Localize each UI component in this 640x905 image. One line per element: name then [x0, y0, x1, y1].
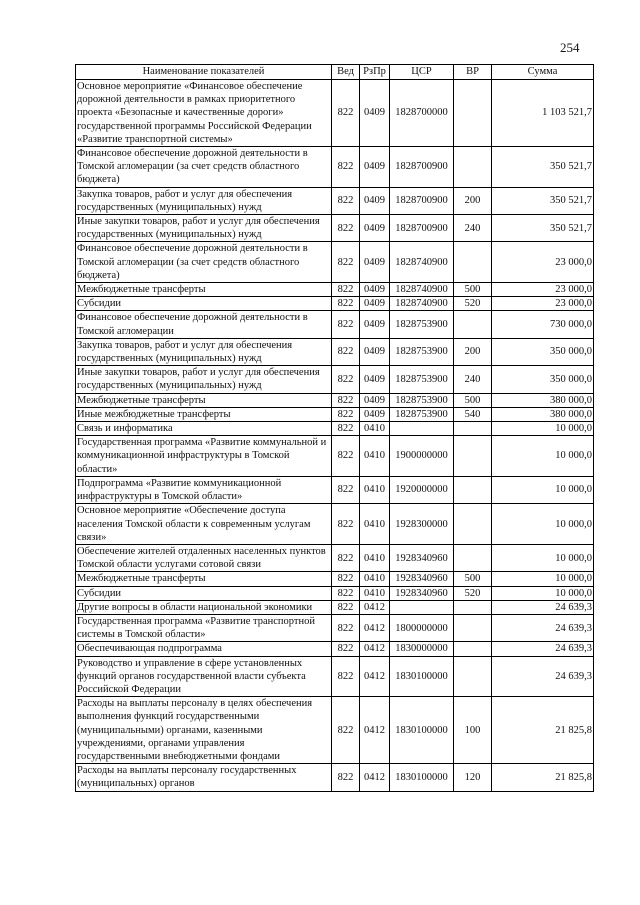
cell-name: Финансовое обеспечение дорожной деятельности в Томской агломерации: [76, 311, 332, 338]
cell-vr: [454, 614, 492, 641]
cell-rzpr: 0409: [360, 187, 390, 214]
cell-rzpr: 0410: [360, 544, 390, 571]
cell-name: Государственная программа «Развитие коммунальной и коммуникационной инфраструктуры в Томской области»: [76, 436, 332, 477]
cell-name: Обеспечение жителей отдаленных населенных пунктов Томской области услугами сотовой связи: [76, 544, 332, 571]
cell-sum: 380 000,0: [492, 407, 594, 421]
table-row: [76, 572, 594, 586]
table-header-row: [76, 65, 594, 80]
cell-vr: [454, 476, 492, 503]
cell-name: Связь и информатика: [76, 422, 332, 436]
cell-csr: 1828753900: [390, 311, 454, 338]
cell-vr: 200: [454, 338, 492, 365]
table-row: [76, 476, 594, 503]
header-csr: ЦСР: [390, 65, 454, 80]
cell-vr: [454, 147, 492, 188]
cell-sum: 23 000,0: [492, 242, 594, 283]
cell-rzpr: 0410: [360, 422, 390, 436]
cell-csr: [390, 600, 454, 614]
table-row: [76, 187, 594, 214]
cell-name: Межбюджетные трансферты: [76, 283, 332, 297]
table-row: [76, 242, 594, 283]
table-row: [76, 600, 594, 614]
cell-vr: 520: [454, 586, 492, 600]
table-row: [76, 215, 594, 242]
cell-sum: 24 639,3: [492, 600, 594, 614]
cell-vr: 120: [454, 764, 492, 791]
table-row: [76, 436, 594, 477]
cell-vr: 540: [454, 407, 492, 421]
cell-csr: 1828700900: [390, 147, 454, 188]
cell-name: Межбюджетные трансферты: [76, 572, 332, 586]
cell-name: Межбюджетные трансферты: [76, 393, 332, 407]
cell-csr: 1920000000: [390, 476, 454, 503]
cell-csr: 1828740900: [390, 242, 454, 283]
cell-ved: 822: [332, 147, 360, 188]
cell-csr: 1830000000: [390, 642, 454, 656]
cell-ved: 822: [332, 600, 360, 614]
cell-name: Субсидии: [76, 297, 332, 311]
cell-sum: 23 000,0: [492, 283, 594, 297]
cell-vr: [454, 311, 492, 338]
cell-rzpr: 0410: [360, 586, 390, 600]
cell-vr: 500: [454, 393, 492, 407]
cell-sum: 10 000,0: [492, 422, 594, 436]
cell-vr: 200: [454, 187, 492, 214]
cell-rzpr: 0409: [360, 242, 390, 283]
cell-name: Обеспечивающая подпрограмма: [76, 642, 332, 656]
cell-csr: [390, 422, 454, 436]
cell-sum: 350 000,0: [492, 366, 594, 393]
cell-sum: 10 000,0: [492, 476, 594, 503]
cell-vr: [454, 422, 492, 436]
cell-name: Иные закупки товаров, работ и услуг для обеспечения государственных (муниципальных) нужд: [76, 215, 332, 242]
cell-csr: 1900000000: [390, 436, 454, 477]
cell-name: Иные межбюджетные трансферты: [76, 407, 332, 421]
cell-name: Подпрограмма «Развитие коммуникационной инфраструктуры в Томской области»: [76, 476, 332, 503]
cell-rzpr: 0412: [360, 642, 390, 656]
cell-ved: 822: [332, 297, 360, 311]
cell-ved: 822: [332, 80, 360, 147]
table-row: [76, 297, 594, 311]
cell-ved: 822: [332, 422, 360, 436]
cell-sum: 350 521,7: [492, 215, 594, 242]
cell-sum: 350 000,0: [492, 338, 594, 365]
cell-ved: 822: [332, 215, 360, 242]
cell-name: Иные закупки товаров, работ и услуг для обеспечения государственных (муниципальных) нужд: [76, 366, 332, 393]
cell-ved: 822: [332, 544, 360, 571]
cell-csr: 1828740900: [390, 297, 454, 311]
cell-name: Субсидии: [76, 586, 332, 600]
table-row: [76, 614, 594, 641]
cell-ved: 822: [332, 586, 360, 600]
cell-rzpr: 0409: [360, 147, 390, 188]
cell-ved: 822: [332, 187, 360, 214]
cell-name: Финансовое обеспечение дорожной деятельности в Томской агломерации (за счет средств областного бюджета): [76, 147, 332, 188]
cell-rzpr: 0412: [360, 614, 390, 641]
cell-vr: 520: [454, 297, 492, 311]
cell-vr: 500: [454, 572, 492, 586]
cell-ved: 822: [332, 366, 360, 393]
cell-ved: 822: [332, 242, 360, 283]
table-row: [76, 366, 594, 393]
cell-rzpr: 0409: [360, 283, 390, 297]
cell-ved: 822: [332, 436, 360, 477]
cell-rzpr: 0412: [360, 764, 390, 791]
table-row: [76, 80, 594, 147]
cell-name: Руководство и управление в сфере установленных функций органов государственной власти субъекта Российской Федерации: [76, 656, 332, 697]
cell-sum: 10 000,0: [492, 544, 594, 571]
cell-rzpr: 0409: [360, 297, 390, 311]
cell-vr: [454, 656, 492, 697]
cell-rzpr: 0409: [360, 393, 390, 407]
table-row: [76, 544, 594, 571]
table-row: [76, 697, 594, 764]
table-row: [76, 504, 594, 545]
table-row: [76, 393, 594, 407]
cell-name: Закупка товаров, работ и услуг для обеспечения государственных (муниципальных) нужд: [76, 187, 332, 214]
table-row: [76, 642, 594, 656]
cell-csr: 1828740900: [390, 283, 454, 297]
cell-name: Расходы на выплаты персоналу государственных (муниципальных) органов: [76, 764, 332, 791]
cell-rzpr: 0409: [360, 407, 390, 421]
header-sum: Сумма: [492, 65, 594, 80]
cell-rzpr: 0410: [360, 572, 390, 586]
cell-ved: 822: [332, 656, 360, 697]
cell-sum: 350 521,7: [492, 147, 594, 188]
table-row: [76, 283, 594, 297]
cell-csr: 1928340960: [390, 572, 454, 586]
cell-csr: 1828700000: [390, 80, 454, 147]
cell-vr: [454, 436, 492, 477]
table-row: [76, 338, 594, 365]
cell-vr: [454, 80, 492, 147]
cell-ved: 822: [332, 764, 360, 791]
cell-vr: [454, 642, 492, 656]
cell-rzpr: 0409: [360, 80, 390, 147]
cell-sum: 10 000,0: [492, 586, 594, 600]
cell-csr: 1830100000: [390, 764, 454, 791]
cell-rzpr: 0410: [360, 436, 390, 477]
table-row: [76, 311, 594, 338]
header-rzpr: РзПр: [360, 65, 390, 80]
header-name: Наименование показателей: [76, 65, 332, 80]
cell-ved: 822: [332, 311, 360, 338]
cell-ved: 822: [332, 338, 360, 365]
cell-vr: 100: [454, 697, 492, 764]
cell-csr: 1928300000: [390, 504, 454, 545]
cell-csr: 1828700900: [390, 215, 454, 242]
cell-rzpr: 0410: [360, 476, 390, 503]
cell-sum: 21 825,8: [492, 697, 594, 764]
cell-name: Основное мероприятие «Финансовое обеспечение дорожной деятельности в рамках приоритетного проекта «Безопасные и качественные дороги» государственной программы Российской Федерации «Развитие транспортной системы»: [76, 80, 332, 147]
cell-rzpr: 0412: [360, 656, 390, 697]
cell-rzpr: 0409: [360, 366, 390, 393]
cell-name: Финансовое обеспечение дорожной деятельности в Томской агломерации (за счет средств областного бюджета): [76, 242, 332, 283]
cell-csr: 1928340960: [390, 544, 454, 571]
cell-csr: 1828753900: [390, 393, 454, 407]
table-row: [76, 656, 594, 697]
cell-sum: 350 521,7: [492, 187, 594, 214]
cell-csr: 1830100000: [390, 656, 454, 697]
cell-sum: 730 000,0: [492, 311, 594, 338]
cell-sum: 1 103 521,7: [492, 80, 594, 147]
cell-name: Основное мероприятие «Обеспечение доступа населения Томской области к современным услугам связи»: [76, 504, 332, 545]
page-number: 254: [560, 40, 580, 55]
cell-rzpr: 0409: [360, 311, 390, 338]
table-row: [76, 407, 594, 421]
cell-csr: 1828753900: [390, 407, 454, 421]
cell-name: Государственная программа «Развитие транспортной системы в Томской области»: [76, 614, 332, 641]
cell-sum: 24 639,3: [492, 642, 594, 656]
cell-rzpr: 0412: [360, 697, 390, 764]
table-row: [76, 422, 594, 436]
cell-csr: 1800000000: [390, 614, 454, 641]
cell-ved: 822: [332, 476, 360, 503]
cell-ved: 822: [332, 504, 360, 545]
cell-ved: 822: [332, 614, 360, 641]
cell-name: Расходы на выплаты персоналу в целях обеспечения выполнения функций государственными (муниципальными) органами, казенными учреждениями, органами управления государственными внебюджетными фондами: [76, 697, 332, 764]
cell-rzpr: 0412: [360, 600, 390, 614]
header-ved: Вед: [332, 65, 360, 80]
cell-vr: 500: [454, 283, 492, 297]
cell-csr: 1828753900: [390, 366, 454, 393]
cell-name: Закупка товаров, работ и услуг для обеспечения государственных (муниципальных) нужд: [76, 338, 332, 365]
cell-rzpr: 0409: [360, 338, 390, 365]
table-body: [76, 80, 594, 792]
cell-sum: 21 825,8: [492, 764, 594, 791]
cell-sum: 10 000,0: [492, 436, 594, 477]
cell-vr: [454, 544, 492, 571]
cell-csr: 1828700900: [390, 187, 454, 214]
cell-rzpr: 0410: [360, 504, 390, 545]
cell-sum: 10 000,0: [492, 572, 594, 586]
header-vr: ВР: [454, 65, 492, 80]
cell-csr: 1928340960: [390, 586, 454, 600]
cell-vr: [454, 600, 492, 614]
cell-csr: 1830100000: [390, 697, 454, 764]
cell-ved: 822: [332, 642, 360, 656]
cell-ved: 822: [332, 697, 360, 764]
cell-sum: 380 000,0: [492, 393, 594, 407]
budget-table: [75, 64, 594, 792]
table-row: [76, 586, 594, 600]
cell-vr: [454, 504, 492, 545]
cell-sum: 24 639,3: [492, 656, 594, 697]
table-row: [76, 764, 594, 791]
table-row: [76, 147, 594, 188]
cell-csr: 1828753900: [390, 338, 454, 365]
cell-sum: 23 000,0: [492, 297, 594, 311]
cell-ved: 822: [332, 572, 360, 586]
cell-rzpr: 0409: [360, 215, 390, 242]
cell-name: Другие вопросы в области национальной экономики: [76, 600, 332, 614]
cell-sum: 24 639,3: [492, 614, 594, 641]
cell-vr: [454, 242, 492, 283]
cell-sum: 10 000,0: [492, 504, 594, 545]
cell-ved: 822: [332, 407, 360, 421]
cell-vr: 240: [454, 366, 492, 393]
cell-vr: 240: [454, 215, 492, 242]
cell-ved: 822: [332, 393, 360, 407]
cell-ved: 822: [332, 283, 360, 297]
